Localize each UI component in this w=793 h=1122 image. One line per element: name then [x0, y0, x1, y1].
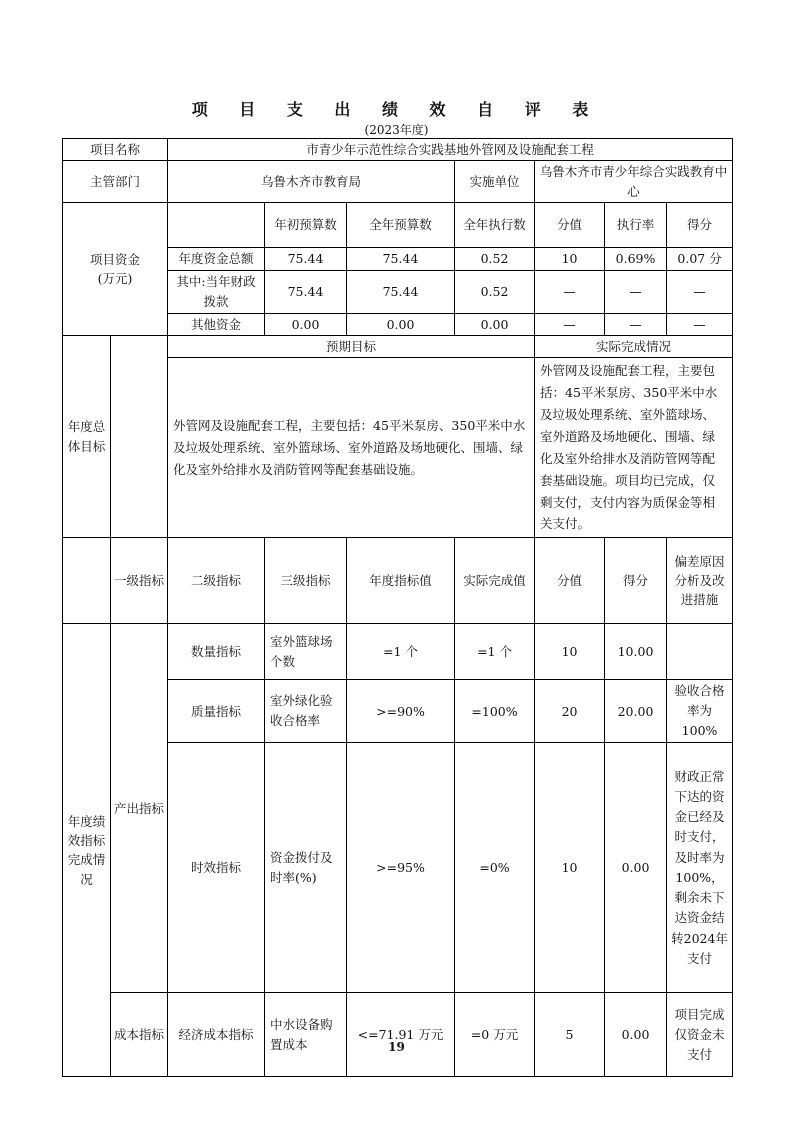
department-row — [63, 161, 733, 203]
funds-header-cell: 全年执行数 — [455, 203, 535, 248]
indicator-target: =1 个 — [347, 624, 455, 680]
indicator-level2: 时效指标 — [168, 743, 265, 993]
indicator-section-label: 年度绩效指标完成情况 — [63, 624, 111, 1077]
indicator-header-cell: 二级指标 — [168, 538, 265, 624]
funds-label — [63, 203, 168, 336]
funds-cell: — — [605, 313, 667, 335]
indicator-header-cell: 分值 — [535, 538, 605, 624]
planned-goal-text: 外管网及设施配套工程，主要包括：45平米泵房、350平米中水及垃圾处理系统、室外篮球场、室外道路及场地硬化、围墙、绿化及室外给排水及消防管网等配套基础设施。 — [168, 358, 535, 538]
funds-header-cell: 分值 — [535, 203, 605, 248]
funds-cell: — — [605, 270, 667, 313]
funds-row-label: 其他资金 — [168, 313, 265, 335]
goals-header-row — [63, 335, 733, 357]
planned-goal-header: 预期目标 — [168, 335, 535, 357]
goals-label: 年度总体目标 — [63, 335, 111, 537]
funds-cell: 0.07 分 — [667, 248, 733, 270]
indicator-reason: 财政正常下达的资金已经及时支付，及时率为100%，剩余未下达资金结转2024年支付 — [667, 743, 733, 993]
indicator-row — [63, 993, 733, 1077]
funds-label-line1: 项目资金 — [90, 251, 141, 267]
page-title: 项 目 支 出 绩 效 自 评 表 — [191, 100, 602, 119]
indicator-level3: 资金拨付及时率(%) — [265, 743, 347, 993]
funds-row-label: 其中:当年财政拨款 — [168, 270, 265, 313]
department-value: 乌鲁木齐市教育局 — [168, 161, 455, 203]
indicator-actual: =1 个 — [455, 624, 535, 680]
funds-header-cell: 年初预算数 — [265, 203, 347, 248]
indicator-earned: 0.00 — [605, 743, 667, 993]
funds-cell: — — [535, 313, 605, 335]
indicator-level2: 数量指标 — [168, 624, 265, 680]
funds-header-blank — [168, 203, 265, 248]
funds-cell: 75.44 — [347, 248, 455, 270]
funds-header-cell: 全年预算数 — [347, 203, 455, 248]
indicator-level3: 室外篮球场个数 — [265, 624, 347, 680]
implementer-label: 实施单位 — [455, 161, 535, 203]
implementer-value: 乌鲁木齐市青少年综合实践教育中心 — [535, 161, 733, 203]
indicator-score: 5 — [535, 993, 605, 1077]
funds-cell: — — [667, 313, 733, 335]
funds-cell: — — [535, 270, 605, 313]
indicator-header-cell: 偏差原因分析及改进措施 — [667, 538, 733, 624]
funds-cell: 0.69% — [605, 248, 667, 270]
indicator-actual: =0% — [455, 743, 535, 993]
output-indicator-label: 产出指标 — [111, 624, 168, 993]
indicator-level2: 质量指标 — [168, 680, 265, 743]
funds-cell: 0.00 — [347, 313, 455, 335]
indicator-earned: 0.00 — [605, 993, 667, 1077]
indicator-header-row — [63, 538, 733, 624]
funds-cell: 0.00 — [265, 313, 347, 335]
indicator-actual: =100% — [455, 680, 535, 743]
indicator-reason — [667, 624, 733, 680]
performance-table — [62, 138, 733, 1077]
indicator-level3: 中水设备购置成本 — [265, 993, 347, 1077]
indicator-score: 20 — [535, 680, 605, 743]
department-label: 主管部门 — [63, 161, 168, 203]
indicator-level2: 经济成本指标 — [168, 993, 265, 1077]
funds-label-line2: (万元) — [97, 271, 133, 286]
indicator-header-blank — [63, 538, 111, 624]
actual-goal-text: 外管网及设施配套工程，主要包括：45平米泵房、350平米中水及垃圾处理系统、室外篮球场、室外道路及场地硬化、围墙、绿化及室外给排水及消防管网等配套基础设施。项目均已完成，仅剩支付，支付内容为质保金等相关支付。 — [535, 358, 733, 538]
funds-header-row — [63, 203, 733, 248]
funds-cell: 75.44 — [265, 270, 347, 313]
indicator-reason: 验收合格率为100% — [667, 680, 733, 743]
funds-cell: 10 — [535, 248, 605, 270]
page-number: 19 — [388, 1040, 405, 1054]
indicator-actual: =0 万元 — [455, 993, 535, 1077]
indicator-target: >=95% — [347, 743, 455, 993]
funds-cell: — — [667, 270, 733, 313]
indicator-header-cell: 年度指标值 — [347, 538, 455, 624]
indicator-header-cell: 得分 — [605, 538, 667, 624]
funds-cell: 0.52 — [455, 270, 535, 313]
funds-cell: 0.52 — [455, 248, 535, 270]
project-name-row — [63, 139, 733, 161]
indicator-score: 10 — [535, 743, 605, 993]
indicator-level3: 室外绿化验收合格率 — [265, 680, 347, 743]
indicator-header-cell: 一级指标 — [111, 538, 168, 624]
funds-row-label: 年度资金总额 — [168, 248, 265, 270]
indicator-row — [63, 624, 733, 680]
indicator-earned: 20.00 — [605, 680, 667, 743]
indicator-earned: 10.00 — [605, 624, 667, 680]
indicator-reason: 项目完成仅资金未支付 — [667, 993, 733, 1077]
indicator-target: <=71.91 万元 — [347, 993, 455, 1077]
goals-blank — [111, 335, 168, 537]
funds-header-cell: 执行率 — [605, 203, 667, 248]
funds-cell: 0.00 — [455, 313, 535, 335]
funds-header-cell: 得分 — [667, 203, 733, 248]
indicator-target: >=90% — [347, 680, 455, 743]
project-name-value: 市青少年示范性综合实践基地外管网及设施配套工程 — [168, 139, 733, 161]
indicator-score: 10 — [535, 624, 605, 680]
indicator-header-cell: 实际完成值 — [455, 538, 535, 624]
indicator-header-cell: 三级指标 — [265, 538, 347, 624]
funds-cell: 75.44 — [347, 270, 455, 313]
cost-indicator-label: 成本指标 — [111, 993, 168, 1077]
actual-goal-header: 实际完成情况 — [535, 335, 733, 357]
report-year: (2023年度) — [364, 123, 429, 137]
project-name-label: 项目名称 — [63, 139, 168, 161]
funds-cell: 75.44 — [265, 248, 347, 270]
